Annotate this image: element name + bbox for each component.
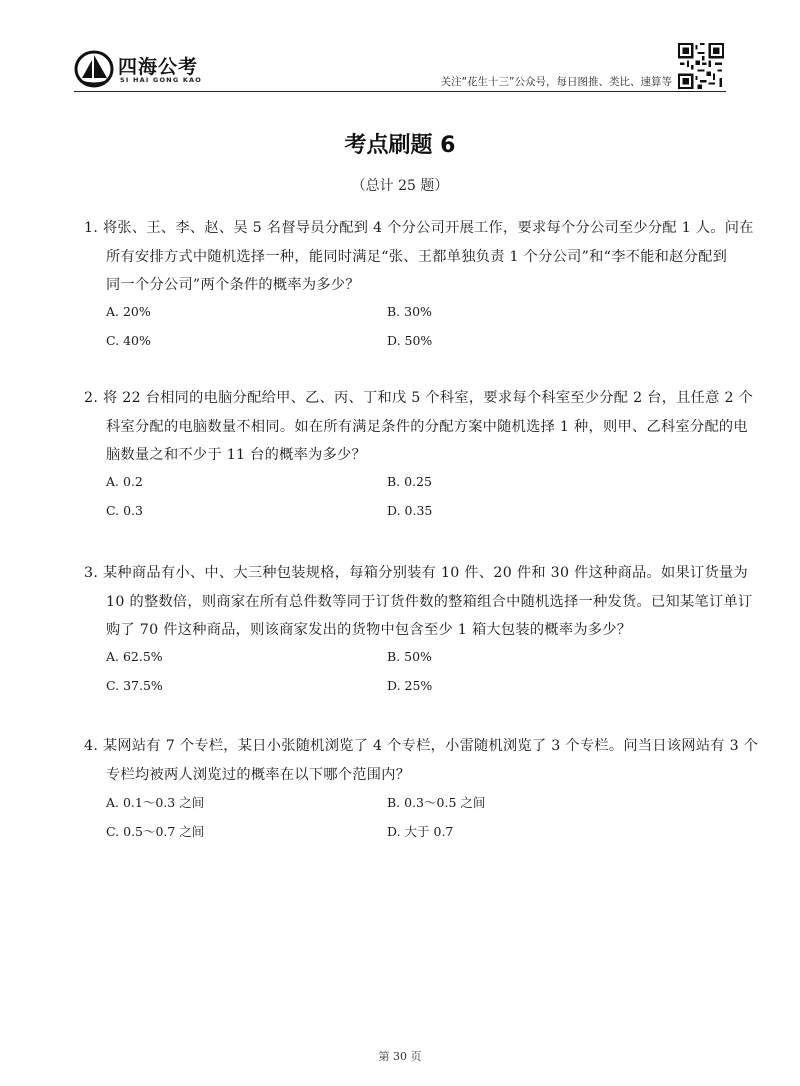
sailboat-logo-icon	[74, 48, 114, 88]
question-text-line: 所有安排方式中随机选择一种，能同时满足“张、王都单独负责 1 个分公司”和“李不能和赵分配到	[106, 248, 728, 265]
header-divider	[74, 91, 726, 92]
option-a: A. 0.1～0.3 之间	[106, 795, 205, 810]
option-a: A. 62.5%	[106, 648, 163, 664]
question-text-line: 同一个分公司”两个条件的概率为多少？	[106, 277, 360, 293]
option-b: B. 0.3～0.5 之间	[387, 795, 486, 810]
question-2	[84, 384, 754, 534]
option-d: D. 50%	[387, 332, 433, 348]
question-text-line: 专栏均被两人浏览过的概率在以下哪个范围内？	[106, 766, 411, 783]
option-c: C. 0.3	[106, 502, 143, 518]
page-number: 第 30 页	[378, 1050, 422, 1063]
question-3	[84, 559, 753, 709]
option-b: B. 0.25	[387, 473, 432, 489]
logo-subtext: SI HAI GONG KAO	[120, 76, 203, 84]
logo-text: 四海公考	[118, 56, 199, 78]
option-b: B. 50%	[387, 648, 432, 664]
option-group	[84, 304, 724, 364]
page-title: 考点刷题 6	[344, 133, 456, 158]
option-a: A. 0.2	[106, 473, 143, 489]
question-1	[84, 214, 754, 364]
question-text-line: 购了 70 件这种商品，则该商家发出的货物中包含至少 1 箱大包装的概率为多少？	[106, 622, 632, 638]
brand-logo	[74, 48, 234, 90]
page-header	[0, 0, 800, 100]
option-d: D. 0.35	[387, 502, 433, 518]
question-text-line: 2. 将 22 台相同的电脑分配给甲、乙、丙、丁和戊 5 个科室，要求每个科室至少分配 2 台，且任意 2 个	[84, 390, 754, 406]
option-group	[84, 649, 724, 709]
option-a: A. 20%	[106, 303, 151, 319]
question-4	[84, 732, 759, 853]
question-text-line: 10 的整数倍，则商家在所有总件数等同于订货件数的整箱组合中随机选择一种发货。已知某笔订单订	[106, 593, 753, 610]
question-text-line: 1. 将张、王、李、赵、吴 5 名督导员分配到 4 个分公司开展工作，要求每个分公司至少分配 1 人。问在	[84, 220, 754, 236]
qr-code-icon	[678, 43, 724, 89]
option-c: C. 0.5～0.7 之间	[106, 824, 205, 839]
option-d: D. 25%	[387, 677, 433, 693]
question-text-line: 4. 某网站有 7 个专栏，某日小张随机浏览了 4 个专栏，小雷随机浏览了 3 个专栏。问当日该网站有 3 个	[84, 738, 759, 754]
option-group	[84, 793, 724, 853]
question-text-line: 脑数量之和不少于 11 台的概率为多少？	[106, 447, 367, 463]
page-subtitle: （总计 25 题）	[351, 178, 449, 194]
option-c: C. 40%	[106, 332, 151, 348]
question-text-line: 科室分配的电脑数量不相同。如在所有满足条件的分配方案中随机选择 1 种，则甲、乙科室分配的电	[106, 418, 748, 435]
option-group	[84, 474, 724, 534]
header-slogan: 关注“花生十三”公众号，每日图推、类比、速算等	[440, 76, 672, 88]
option-c: C. 37.5%	[106, 677, 163, 693]
question-text-line: 3. 某种商品有小、中、大三种包装规格，每箱分别装有 10 件、20 件和 30 件这种商品。如果订货量为	[84, 565, 748, 581]
option-d: D. 大于 0.7	[387, 824, 454, 839]
option-b: B. 30%	[387, 303, 432, 319]
